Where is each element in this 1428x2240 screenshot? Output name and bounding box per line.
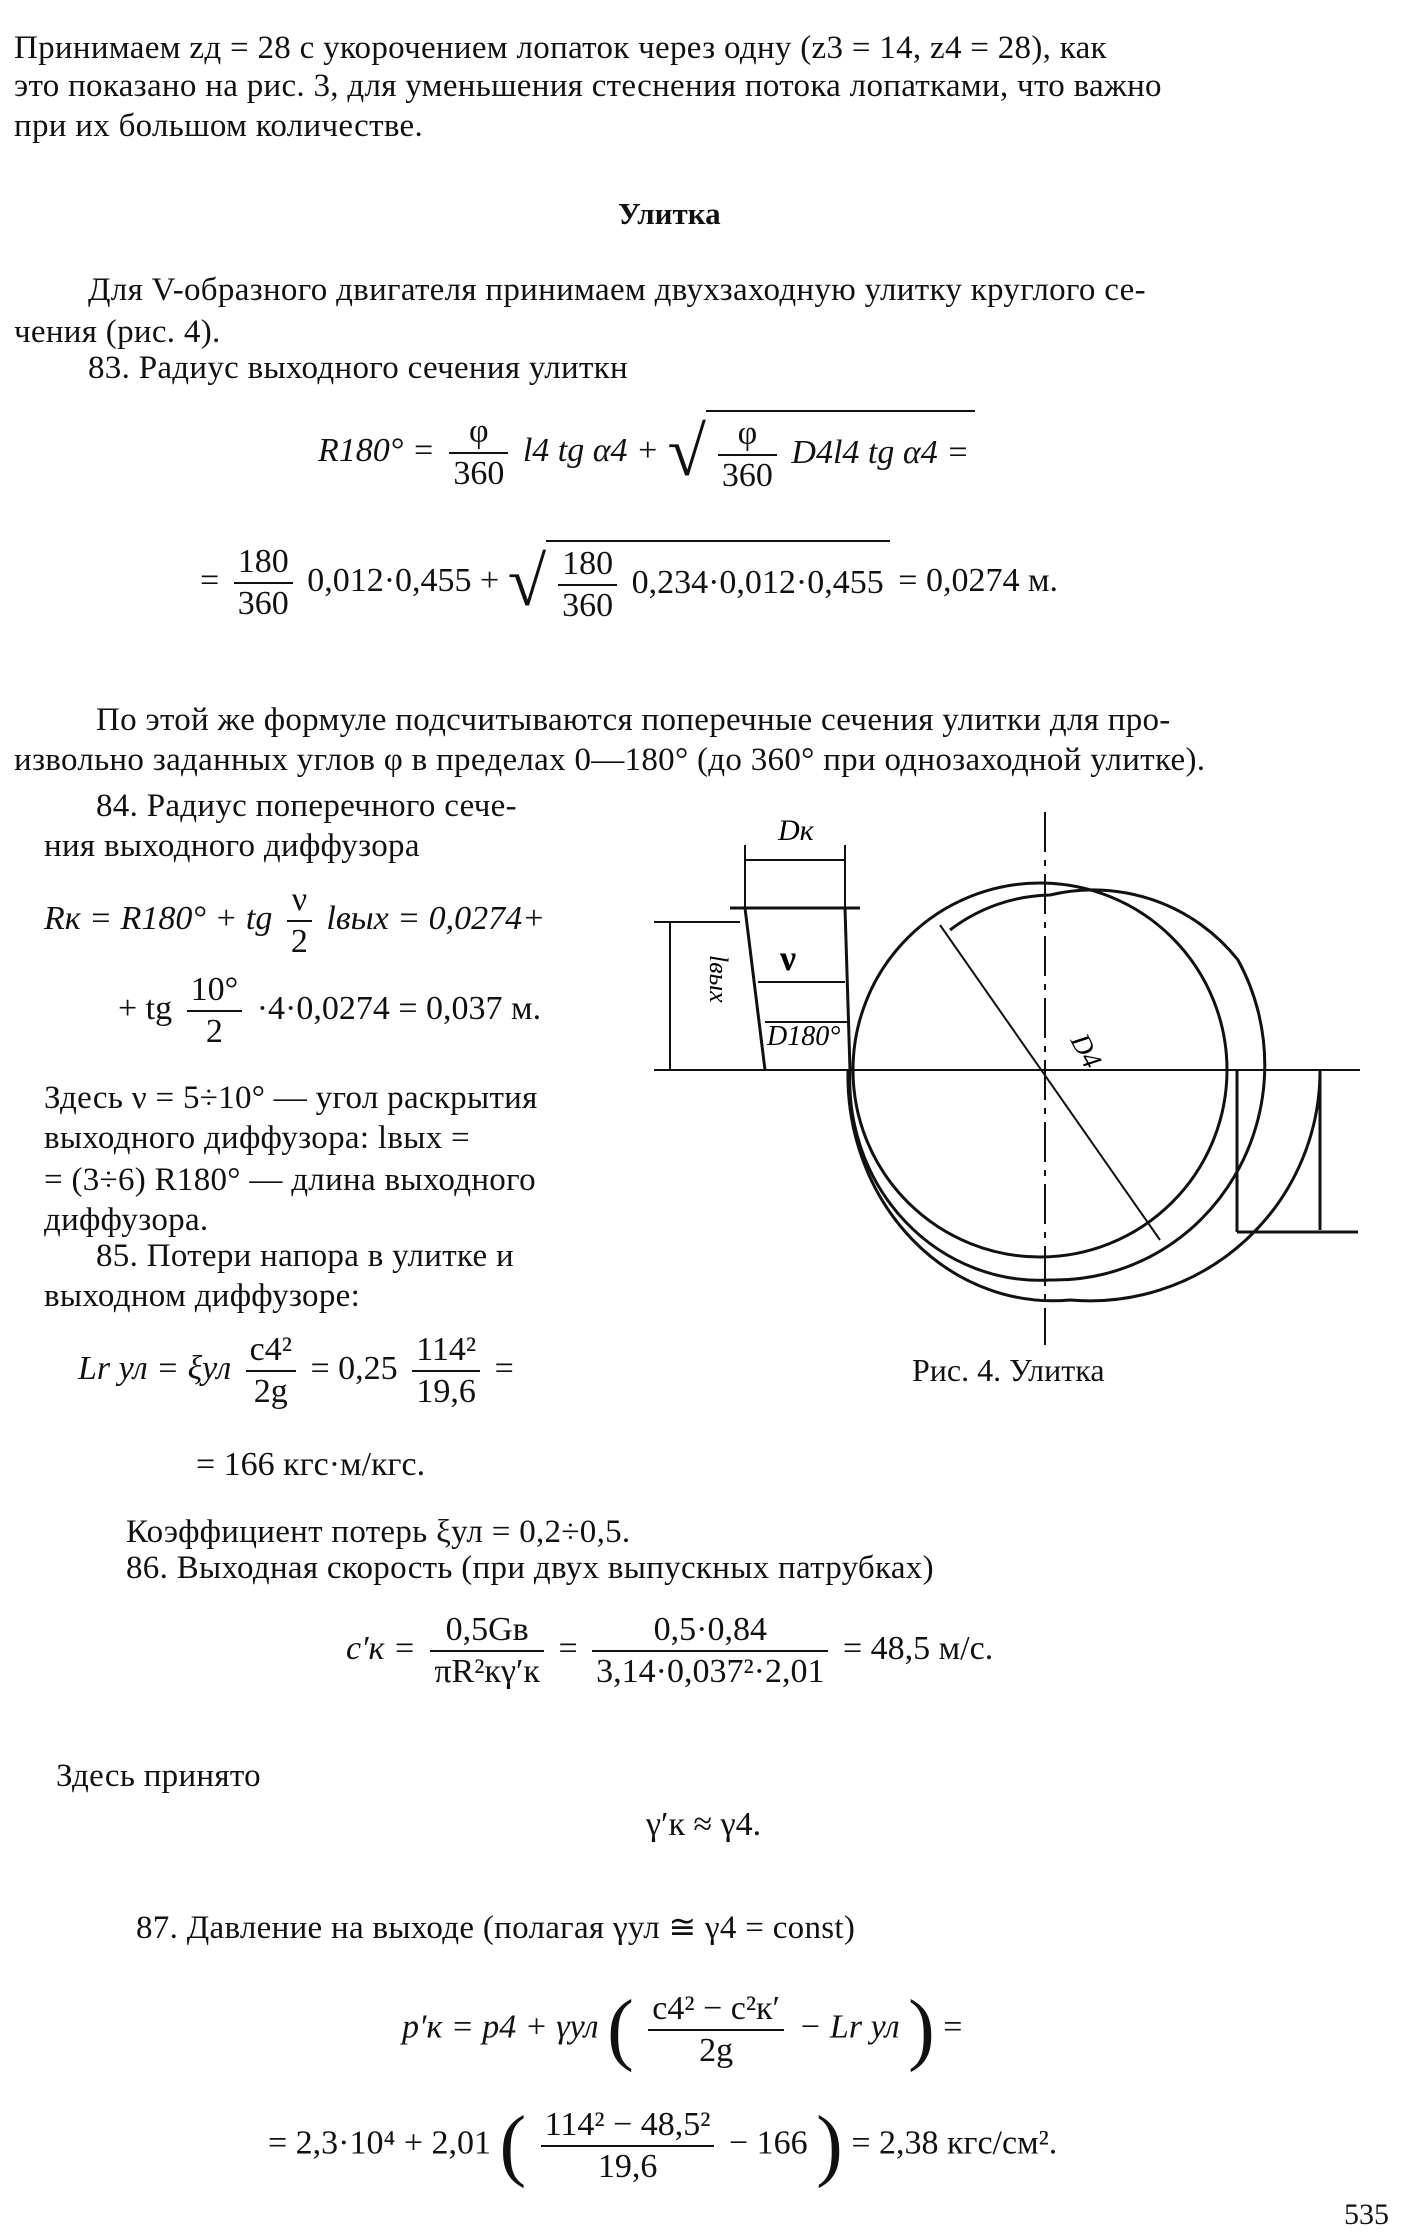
equation-85: Lr ул = ξул $\frac{\text{c4²}}{2g}$ = 0,25 $\frac{\text{114²}}{19,6}$ = <box>78 1331 514 1410</box>
equation-87-row-2: = 2,3·10⁴ + 2,01 ( $\frac{\text{114² − 48,5²}}{19,6}$ − 166 ) = 2,38 кгс/см². <box>268 2101 1058 2189</box>
item-84-b: ния выходного диффузора <box>44 828 420 864</box>
eq83-lhs: R180° = <box>318 431 435 469</box>
intro-line-3: при их большом количестве. <box>14 108 424 144</box>
para84-line-2: извольно заданных углов φ в пределах 0—180° (до 360° при однозаходной улитке). <box>14 742 1206 778</box>
section-heading: Улитка <box>618 196 721 231</box>
where84-line-1: Здесь ν = 5÷10° — угол раскрытия <box>44 1080 538 1116</box>
equation-83-row-2: = $\frac{180}{360}$ 0,012·0,455 + √ $\frac{180}{360}$ 0,234·0,012·0,455 = 0,0274 м. <box>200 540 1058 626</box>
label-lvyx: lвых <box>704 955 733 1003</box>
label-d4: D4 <box>1063 1028 1108 1074</box>
eq83-a-tail: l4 tg α4 + <box>522 431 659 469</box>
label-nu: ν <box>780 938 797 978</box>
where84-line-3: = (3÷6) R180° — длина выходного <box>44 1162 536 1198</box>
here-accepted: Здесь принято <box>56 1758 261 1794</box>
equation-84-row-1: Rк = R180° + tg $\frac{\nu}{2}$ lвых = 0,0274+ <box>44 881 546 960</box>
eq83-radicand-1: $\frac{\varphi}{360}$ D4l4 tg α4 = <box>706 410 975 496</box>
item-84-a: 84. Радиус поперечного сече- <box>96 788 517 824</box>
sqrt-sign-icon: √ <box>667 414 706 491</box>
eq83-fraction-a: $\frac{\varphi}{360}$ <box>449 412 508 494</box>
where84-line-4: диффузора. <box>44 1202 209 1238</box>
equation-85-result: = 166 кгс·м/кгс. <box>196 1446 426 1483</box>
equation-83-row-1 <box>318 410 975 496</box>
volute-figure <box>640 800 1400 1360</box>
page-number: 535 <box>1344 2198 1389 2231</box>
eq83-result: = 0,0274 м. <box>898 561 1058 599</box>
volute-casing <box>848 1070 1320 1301</box>
volute-line-2: чения (рис. 4). <box>14 314 221 350</box>
equation-84-row-2: + tg $\frac{10^\circ}{2}$ ·4·0,0274 = 0,037 м. <box>118 971 542 1050</box>
figure-caption: Рис. 4. Улитка <box>912 1352 1105 1388</box>
para84-line-1: По этой же формуле подсчитываются поперечные сечения улитки для про- <box>96 702 1171 738</box>
eq83-radicand-2: $\frac{180}{360}$ 0,234·0,012·0,455 <box>546 540 890 626</box>
approx-relation: γ′к ≈ γ4. <box>646 1806 762 1843</box>
intro-line-1: Принимаем zд = 28 с укорочением лопаток через одну (z3 = 14, z4 = 28), как <box>14 30 1107 66</box>
intro-line-2: это показано на рис. 3, для уменьшения стеснения потока лопатками, что важно <box>14 68 1162 104</box>
item-85-a: 85. Потери напора в улитке и <box>96 1238 514 1274</box>
eq83-c-tail: 0,012·0,455 + <box>307 561 500 599</box>
loss-coefficient: Коэффициент потерь ξул = 0,2÷0,5. <box>126 1514 631 1550</box>
item-87: 87. Давление на выходе (полагая γул ≅ γ4 = const) <box>136 1910 856 1946</box>
where84-line-2: выходного диффузора: lвых = <box>44 1120 470 1156</box>
item-86: 86. Выходная скорость (при двух выпускных патрубках) <box>126 1550 934 1586</box>
eq83-fraction-c: $\frac{180}{360}$ <box>234 542 293 624</box>
label-dk: Dк <box>778 814 814 847</box>
item-83: 83. Радиус выходного сечения улиткн <box>88 350 628 386</box>
item-85-b: выходном диффузоре: <box>44 1278 361 1314</box>
volute-line-1: Для V-образного двигателя принимаем двухзаходную улитку круглого се- <box>88 272 1146 308</box>
label-d180: D180° <box>767 1021 841 1052</box>
volute-outer-contour <box>850 890 1265 1280</box>
equation-86: c′к = 0,5Gв πR²кγ′к = $\frac{0,5\cdot 0,84}{\text{3,14·0,037²·2,01}}$ = 48,5 м/с. <box>346 1611 994 1690</box>
equation-87-row-1: p′к = p4 + γул ( c4² − c²к′ 2g − Lr ул ) = <box>402 1985 963 2073</box>
sqrt-sign-icon: √ <box>507 544 547 621</box>
